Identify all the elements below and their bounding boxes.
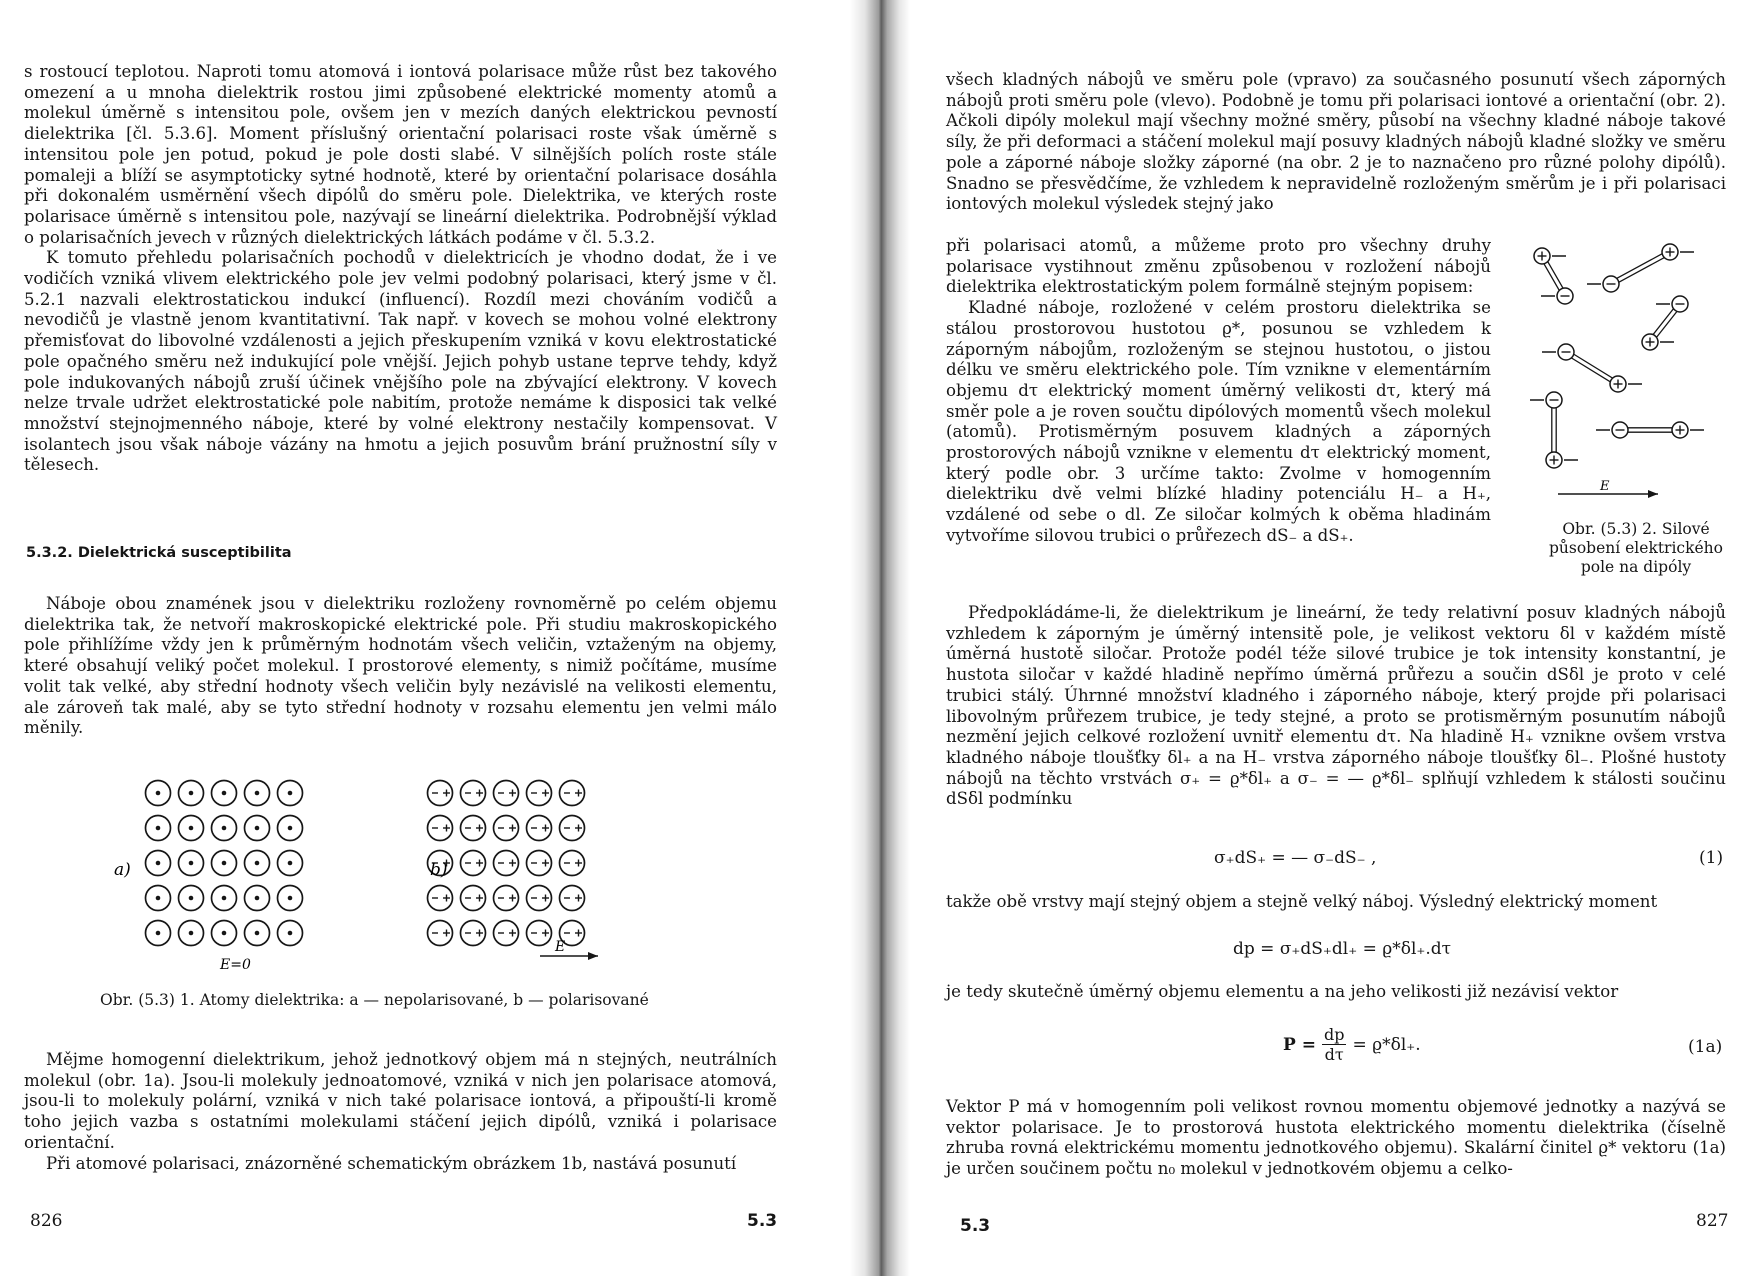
right-text-wrap	[946, 236, 1491, 547]
paragraph: při polarisaci atomů, a můžeme proto pro všechny druhy polarisace vystihnout změnu způsobenou v rozložení nábojů dielektrika elektrostatickým polem formálně stejným popisem:	[946, 236, 1491, 297]
section-mark: 5.3	[960, 1216, 991, 1236]
positive-charge	[1662, 244, 1678, 260]
arrowhead	[588, 952, 598, 960]
negative-charge	[1546, 392, 1562, 408]
paragraph: Vektor P má v homogenním poli velikost rovnou momentu objemové jednotky a nazývá se vektor polarisace. Je to prostorová hustota elektrického momentu dielektrika (číselně zhruba rovná elektrickému momentu jednotkového objemu). Skalární činitel ϱ* vektoru (1a) je určen součinem počtu n₀ molekul v jednotkovém objemu a celko-	[946, 1097, 1726, 1179]
left-text-top	[24, 62, 777, 476]
dipole-bond	[1612, 254, 1671, 286]
dipole-bond	[1610, 250, 1669, 282]
eq1a-numerator: dp	[1323, 1025, 1345, 1044]
figure-1-caption: Obr. (5.3) 1. Atomy dielektrika: a — nepolarisované, b — polarisované	[100, 991, 649, 1009]
arrowhead	[1648, 490, 1658, 498]
paragraph: je tedy skutečně úměrný objemu elementu a na jeho velikosti již nezávisí vektor	[946, 982, 1619, 1001]
dipole-bond	[1565, 354, 1617, 386]
section-heading: 5.3.2. Dielektrická susceptibilita	[26, 545, 292, 561]
atom-nucleus	[222, 861, 227, 866]
paragraph: takže obě vrstvy mají stejný objem a stejně velký náboj. Výsledný elektrický moment	[946, 892, 1658, 911]
atom-nucleus	[222, 826, 227, 831]
atom-nucleus	[222, 791, 227, 796]
atom-nucleus	[288, 896, 293, 901]
paragraph: Při atomové polarisaci, znázorněné schematickým obrázkem 1b, nastává posunutí	[46, 1153, 737, 1173]
atom-nucleus	[288, 931, 293, 936]
field-label-a: E=0	[220, 957, 251, 973]
left-page	[0, 0, 868, 1276]
negative-charge	[1603, 276, 1619, 292]
atom-nucleus	[288, 791, 293, 796]
atom-nucleus	[156, 861, 161, 866]
equation-dp: dp = σ₊dS₊dl₊ = ϱ*δl₊.dτ	[1233, 939, 1452, 959]
field-label-b: E	[555, 939, 566, 955]
atom-grid-unpolarized	[146, 781, 303, 946]
atom-nucleus	[156, 791, 161, 796]
negative-charge	[1672, 296, 1688, 312]
section-mark: 5.3	[747, 1211, 778, 1231]
page-number: 826	[30, 1211, 63, 1231]
eq1a-denominator: dτ	[1324, 1045, 1344, 1064]
right-page	[888, 0, 1754, 1276]
atom-nucleus	[222, 931, 227, 936]
negative-charge	[1558, 344, 1574, 360]
atom-nucleus	[189, 861, 194, 866]
atom-nucleus	[288, 826, 293, 831]
atom-nucleus	[189, 896, 194, 901]
paragraph: Náboje obou znamének jsou v dielektriku rozloženy rovnoměrně po celém objemu dielektrika tak, že netvoří makroskopické elektrické pole. Při studiu makroskopického pole přihlížíme vždy jen k průměrným hodnotám všech veličin, vztaženým na objemy, které obsahují veliký počet molekul. I prostorové elementy, s nimiž počítáme, musíme volit tak velké, aby střední hodnoty všech veličin byly nezávislé na velikosti elementu, ale zároveň tak malé, aby se tyto střední hodnoty v rozsahu elementu jen velmi málo měnily.	[24, 594, 777, 738]
right-text-top	[946, 70, 1726, 215]
atom-nucleus	[189, 791, 194, 796]
positive-charge	[1534, 248, 1550, 264]
atom-nucleus	[222, 896, 227, 901]
figure-2-dipoles	[1528, 232, 1743, 510]
paragraph: Mějme homogenní dielektrikum, jehož jednotkový objem má n stejných, neutrálních molekul (obr. 1a). Jsou-li molekuly jednoatomové, vzniká v nich jen polarisace atomová, jsou-li to molekuly polární, vzniká v nich také polarisace iontová, a připouští-li kromě toho jejich vazba s ostatními molekulami stáčení jejich dipólů, vzniká i polarisace orientační.	[24, 1050, 777, 1152]
positive-charge	[1642, 334, 1658, 350]
field-label: E	[1600, 479, 1610, 494]
dipole-bond	[1567, 350, 1619, 382]
label-b: b)	[430, 860, 448, 880]
equation-1: σ₊dS₊ = — σ₋dS₋ ,	[1214, 848, 1377, 868]
eq1a-rhs: = ϱ*δl₊.	[1352, 1034, 1421, 1055]
paragraph: K tomuto přehledu polarisačních pochodů v dielektricích je vhodno dodat, že i ve vodičích vzniká vlivem elektrického pole jev velmi podobný polarisaci, který jsme v čl. 5.2.1 nazvali elektrostatickou indukcí (influencí). Rozdíl mezi chováním vodičů a nevodičů je vlastně jenom kvantitativní. Tak např. v kovech se mohou volné elektrony přemisťovat do libovolné vzdálenosti a jejich přeskupením vzniká v kovu elektrostatické pole opačného směru než indukující pole vnější. Jejich pohyb ustane teprve tehdy, když pole indukovaných nábojů zruší účinek vnějšího pole na zbývající elektrony. V kovech nelze trvale udržet elektrostatické pole nabitím, protože nemáme k disposici tak velké množství stejnojmenného náboje, které by volné elektrony nestačily kompensovat. V isolantech jsou však náboje vázány na hmotu a jejich posuvům brání pružnostní síly v tělesech.	[24, 248, 777, 475]
paragraph: Kladné náboje, rozložené v celém prostoru dielektrika se stálou prostorovou hustotou ϱ*, posunou se vzhledem k záporným nábojům, rozloženým se stejnou hustotou, o jistou délku ve směru elektrického pole. Tím vznikne v elementárním objemu dτ elektrický moment úměrný velikosti dτ, který má směr pole a je roven součtu dipólových momentů všech molekul (atomů). Protisměrným posuvem kladných a záporných prostorových nábojů vznikne v elementu dτ elektrický moment, který podle obr. 3 určíme takto: Zvolme v homogenním dielektriku dvě velmi blízké hladiny potenciálu H₋ a H₊, vzdálené od sebe o dl. Ze siločar kolmých k oběma hladinám vytvoříme silovou trubici o průřezech dS₋ a dS₊.	[946, 298, 1491, 545]
negative-charge	[1612, 422, 1628, 438]
equation-1a-number: (1a)	[1688, 1037, 1723, 1057]
atom-nucleus	[189, 826, 194, 831]
paragraph: všech kladných nábojů ve směru pole (vpravo) za současného posunutí všech záporných nábojů proti směru pole (vlevo). Podobně je tomu při polarisaci iontové a orientační (obr. 2). Ačkoli dipóly molekul mají všechny možné směry, působí na všechny kladné náboje takové síly, že při deformaci a stáčení molekul mají posuvy kladných nábojů kladné složky ve směru pole a záporné náboje složky záporné (na obr. 2 je to naznačeno pro různé polohy dipólů). Snadno se přesvědčíme, že vzhledem k nepravidelně rozloženým směrům je i při polarisaci iontových molekul výsledek stejný jako	[946, 70, 1726, 214]
atom-grid-polarized	[428, 781, 585, 946]
page-number: 827	[1696, 1211, 1729, 1231]
atom-nucleus	[255, 896, 260, 901]
right-text-after-eq1	[946, 892, 1726, 913]
atom-nucleus	[255, 791, 260, 796]
equation-1-number: (1)	[1699, 848, 1724, 868]
dipole-group	[1530, 244, 1704, 468]
left-text-bottom	[24, 1050, 777, 1174]
right-text-end	[946, 1097, 1726, 1180]
atom-nucleus	[156, 896, 161, 901]
atom-nucleus	[189, 931, 194, 936]
figure-1-atoms	[90, 775, 690, 980]
figure-2-caption: Obr. (5.3) 2. Silové působení elektrického pole na dipóly	[1548, 520, 1723, 576]
eq1a-lhs: P =	[1283, 1034, 1316, 1055]
positive-charge	[1610, 376, 1626, 392]
equation-1a	[1283, 1025, 1421, 1064]
atom-nucleus	[156, 931, 161, 936]
book-spine-shadow	[850, 0, 910, 1276]
eq1a-fraction	[1322, 1025, 1346, 1064]
atom-nucleus	[255, 826, 260, 831]
atom-nucleus	[255, 931, 260, 936]
positive-charge	[1546, 452, 1562, 468]
right-text-after-dp	[946, 982, 1726, 1003]
atom-nucleus	[255, 861, 260, 866]
positive-charge	[1672, 422, 1688, 438]
label-a: a)	[114, 860, 131, 880]
negative-charge	[1557, 288, 1573, 304]
left-text-section	[24, 594, 777, 739]
atom-nucleus	[156, 826, 161, 831]
atom-nucleus	[288, 861, 293, 866]
paragraph: s rostoucí teplotou. Naproti tomu atomová i iontová polarisace může růst bez takového omezení a u mnoha dielektrik rostou jimi způsobené elektrické momenty atomů a molekul úměrně s intensitou pole, ovšem jen v mezích daných elektrickou pevností dielektrika [čl. 5.3.6]. Moment příslušný orientační polarisaci roste však úměrně s intensitou pole jen potud, pokud je pole dosti slabé. V silnějších polích roste stále pomaleji a blíží se asymptoticky sytné hodnotě, které by orientační polarisace dosáhla při dokonalém usměrnění všech dipólů do směru pole. Dielektrika, ve kterých roste polarisace úměrně s intensitou pole, nazývají se lineární dielektrika. Podrobnější výklad o polarisačních jevech v různých dielektrických látkách podáme v čl. 5.3.2.	[24, 62, 777, 247]
paragraph: Předpokládáme-li, že dielektrikum je lineární, že tedy relativní posuv kladných nábojů vzhledem k záporným je úměrný intensitě pole, je velikost vektoru δl v každém místě úměrná hustotě siločar. Protože podél téže silové trubice je tok intensity konstantní, je hustota siločar v každé hladině nepřímo úměrná průřezu a součin dSδl je proto v celé trubici stálý. Úhrnné množství kladného i záporného náboje, který projde při polarisaci libovolným průřezem trubice, je tedy stejné, a proto se protisměrným posunutím nábojů nezmění jejich celkové rozložení uvnitř elementu dτ. Na hladině H₊ vznikne ovšem vrstva kladného náboje tloušťky δl₊ a na H₋ vrstva záporného náboje tloušťky δl₋. Plošné hustoty nábojů na těchto vrstvách σ₊ = ϱ*δl₊ a σ₋ = — ϱ*δl₋ splňují vzhledem k stálosti součinu dSδl podmínku	[946, 603, 1726, 809]
right-text-mid	[946, 603, 1726, 810]
